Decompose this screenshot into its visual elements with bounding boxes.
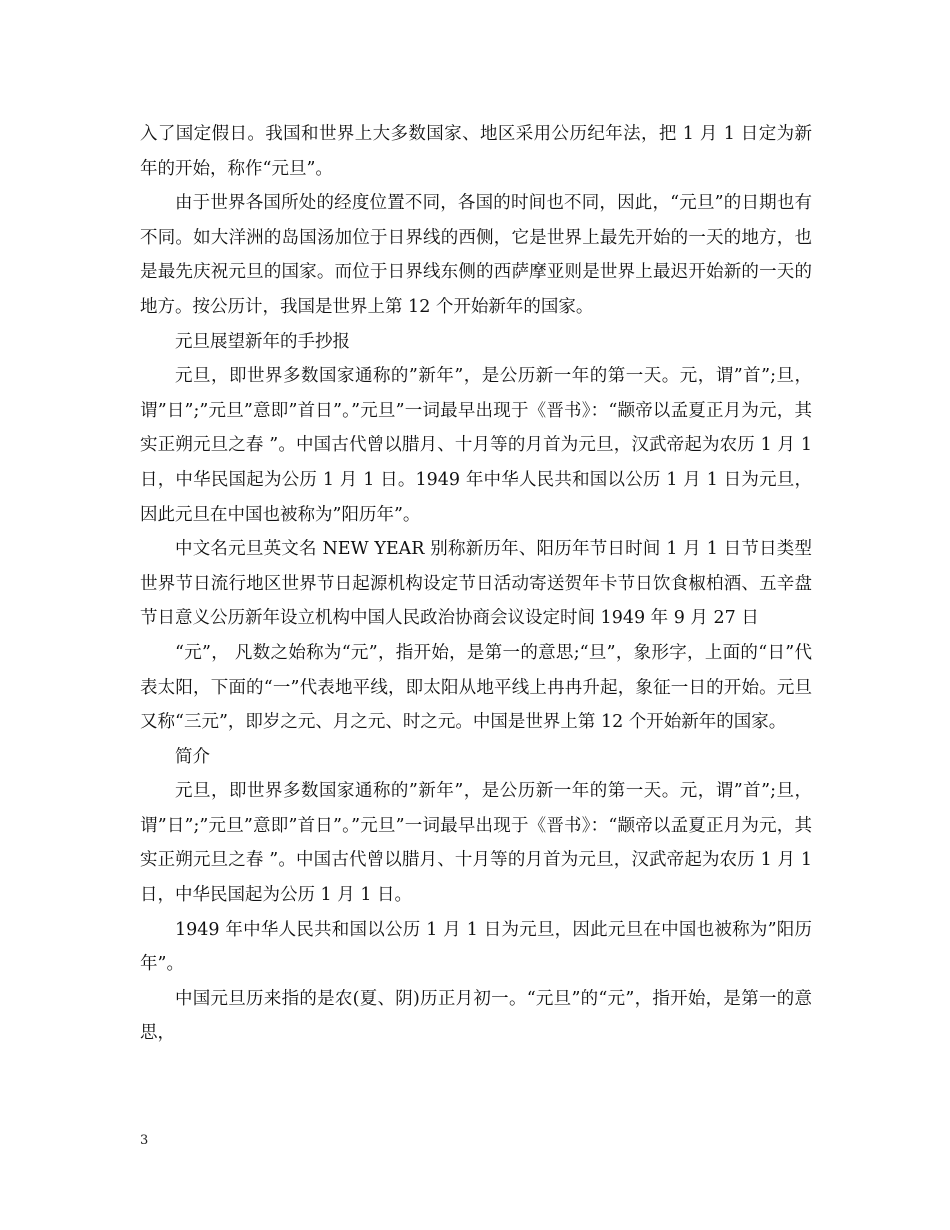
section-heading-intro: 简介 — [175, 746, 210, 767]
paragraph-facts: 中文名元旦英文名 NEW YEAR 别称新历年、阳历年节日时间 1 月 1 日节日类型世界节日流行地区世界节日起源机构设定节日活动寄送贺年卡节日饮食椒柏酒、五辛盘节日意义公历新年设立机构中国人民政治协商会议设定时间 1949 年 9 月 27 日 — [140, 539, 812, 629]
section-heading-handwritten-newspaper: 元旦展望新年的手抄报 — [175, 331, 350, 352]
paragraph-intro-1949: 1949 年中华人民共和国以公历 1 月 1 日为元旦，因此元旦在中国也被称为”阳历年”。 — [140, 919, 812, 975]
paragraph-definition: 元旦，即世界多数国家通称的”新年”，是公历新一年的第一天。元，谓”首”;旦，谓”日”;”元旦”意即”首日”。”元旦”一词最早出现于《晋书》：“颛帝以孟夏正月为元，其实正朔元旦之春 ”。中国古代曾以腊月、十月等的月首为元旦，汉武帝起为农历 1 月 1 日，中华民国起为公历 1 月 1 日。1949 年中华人民共和国以公历 1 月 1 日为元旦，因此元旦在中国也被称为”阳历年”。 — [140, 366, 812, 525]
paragraph-intro-history: 中国元旦历来指的是农(夏、阴)历正月初一。“元旦”的“元”，指开始，是第一的意思， — [140, 988, 812, 1044]
paragraph-date-line: 由于世界各国所处的经度位置不同，各国的时间也不同，因此，“元旦”的日期也有不同。如大洋洲的岛国汤加位于日界线的西侧，它是世界上最先开始的一天的地方，也是最先庆祝元旦的国家。而位于日界线东侧的西萨摩亚则是世界上最迟开始新的一天的地方。按公历计，我国是世界上第 12 个开始新年的国家。 — [140, 193, 812, 317]
page-number: 3 — [140, 1133, 149, 1148]
paragraph-continuation: 入了国定假日。我国和世界上大多数国家、地区采用公历纪年法，把 1 月 1 日定为新年的开始，称作“元旦”。 — [140, 124, 812, 179]
paragraph-intro-definition: 元旦，即世界多数国家通称的”新年”，是公历新一年的第一天。元，谓”首”;旦，谓”日”;”元旦”意即”首日”。”元旦”一词最早出现于《晋书》：“颛帝以孟夏正月为元，其实正朔元旦之春 ”。中国古代曾以腊月、十月等的月首为元旦，汉武帝起为农历 1 月 1 日，中华民国起为公历 1 月 1 日。 — [140, 781, 812, 906]
document-page — [140, 117, 812, 1051]
paragraph-meaning: “元”， 凡数之始称为“元”，指开始，是第一的意思;“旦”，象形字，上面的“日”代表太阳，下面的“一”代表地平线，即太阳从地平线上冉冉升起，象征一日的开始。元旦又称“三元”，即岁之元、月之元、时之元。中国是世界上第 12 个开始新年的国家。 — [140, 642, 812, 733]
